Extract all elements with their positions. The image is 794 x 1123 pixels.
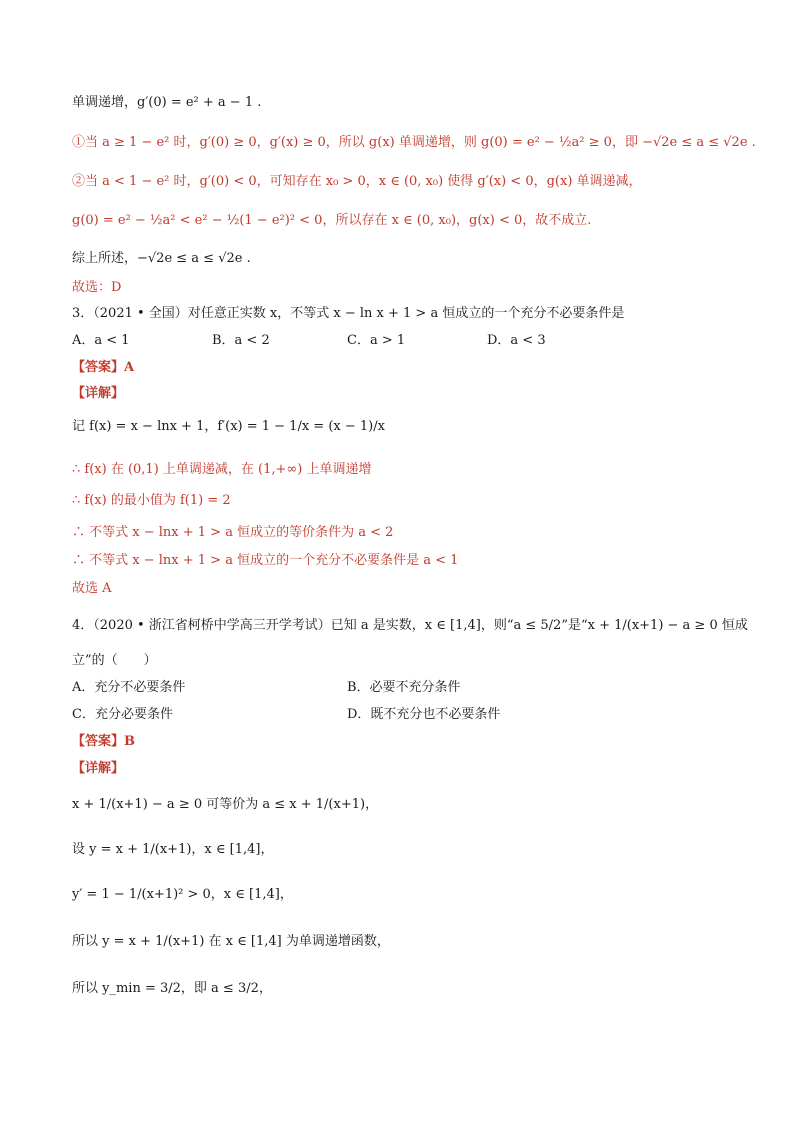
q4-minimum-line: 所以 y_min = 3/2，即 a ≤ 3/2， — [72, 981, 272, 996]
case-two-line: ②当 a < 1 − e² 时，g′(0) < 0，可知存在 x₀ > 0，x ∈ (0, x₀) 使得 g′(x) < 0，g(x) 单调递减， — [72, 174, 642, 189]
text-line: 单调递增，g′(0) = e² + a − 1 . — [72, 95, 262, 110]
q3-option-a: A．a < 1 — [72, 333, 130, 348]
q3-option-b: B．a < 2 — [212, 333, 270, 348]
q3-option-c: C．a > 1 — [347, 333, 406, 348]
q4-option-a: A．充分不必要条件 — [72, 680, 186, 695]
q4-option-d: D．既不充分也不必要条件 — [347, 707, 501, 722]
question-3-stem: 3．（2021 • 全国）对任意正实数 x，不等式 x − ln x + 1 > a 恒成立的一个充分不必要条件是 — [72, 306, 625, 321]
q3-answer-label: 【答案】A — [72, 360, 135, 375]
question-4-stem: 4．（2020 • 浙江省柯桥中学高三开学考试）已知 a 是实数，x ∈ [1,4]，则“a ≤ 5/2”是“x + 1/(x+1) − a ≥ 0 恒成 — [72, 618, 748, 633]
case-one-line: ①当 a ≥ 1 − e² 时，g′(0) ≥ 0，g′(x) ≥ 0，所以 g(x) 单调递增，则 g(0) = e² − ½a² ≥ 0，即 −√2e ≤ a ≤ √2e . — [72, 135, 756, 150]
q3-option-d: D．a < 3 — [487, 333, 546, 348]
q3-monotonic-line: ∴ f(x) 在 (0,1) 上单调递减，在 (1,+∞) 上单调递增 — [72, 462, 372, 477]
conclusion-line: 综上所述，−√2e ≤ a ≤ √2e . — [72, 251, 251, 266]
q4-option-c: C．充分必要条件 — [72, 707, 173, 722]
q4-answer-label: 【答案】B — [72, 734, 135, 749]
choice-line: 故选：D — [72, 280, 122, 295]
q3-minimum-line: ∴ f(x) 的最小值为 f(1) = 2 — [72, 493, 231, 508]
q3-solution-label: 【详解】 — [72, 386, 125, 401]
q4-derivative-line: y′ = 1 − 1/(x+1)² > 0，x ∈ [1,4]， — [72, 887, 293, 902]
q4-increasing-line: 所以 y = x + 1/(x+1) 在 x ∈ [1,4] 为单调递增函数， — [72, 934, 390, 949]
q3-equivalent-line: ∴ 不等式 x − lnx + 1 > a 恒成立的等价条件为 a < 2 — [72, 525, 394, 540]
q3-choice-line: 故选 A — [72, 581, 112, 596]
question-4-stem-continued: 立”的（ ） — [72, 653, 157, 668]
q3-derivative-line: 记 f(x) = x − lnx + 1，f′(x) = 1 − 1/x = (x − 1)/x — [72, 419, 385, 434]
q4-function-line: 设 y = x + 1/(x+1)，x ∈ [1,4]， — [72, 842, 274, 857]
case-two-continued-line: g(0) = e² − ½a² < e² − ½(1 − e²)² < 0，所以存在 x ∈ (0, x₀)，g(x) < 0，故不成立. — [72, 213, 592, 228]
q4-solution-label: 【详解】 — [72, 761, 125, 776]
q4-option-b: B．必要不充分条件 — [347, 680, 461, 695]
q3-sufficient-line: ∴ 不等式 x − lnx + 1 > a 恒成立的一个充分不必要条件是 a < 1 — [72, 553, 459, 568]
q4-equivalence-line: x + 1/(x+1) − a ≥ 0 可等价为 a ≤ x + 1/(x+1)， — [72, 797, 379, 812]
